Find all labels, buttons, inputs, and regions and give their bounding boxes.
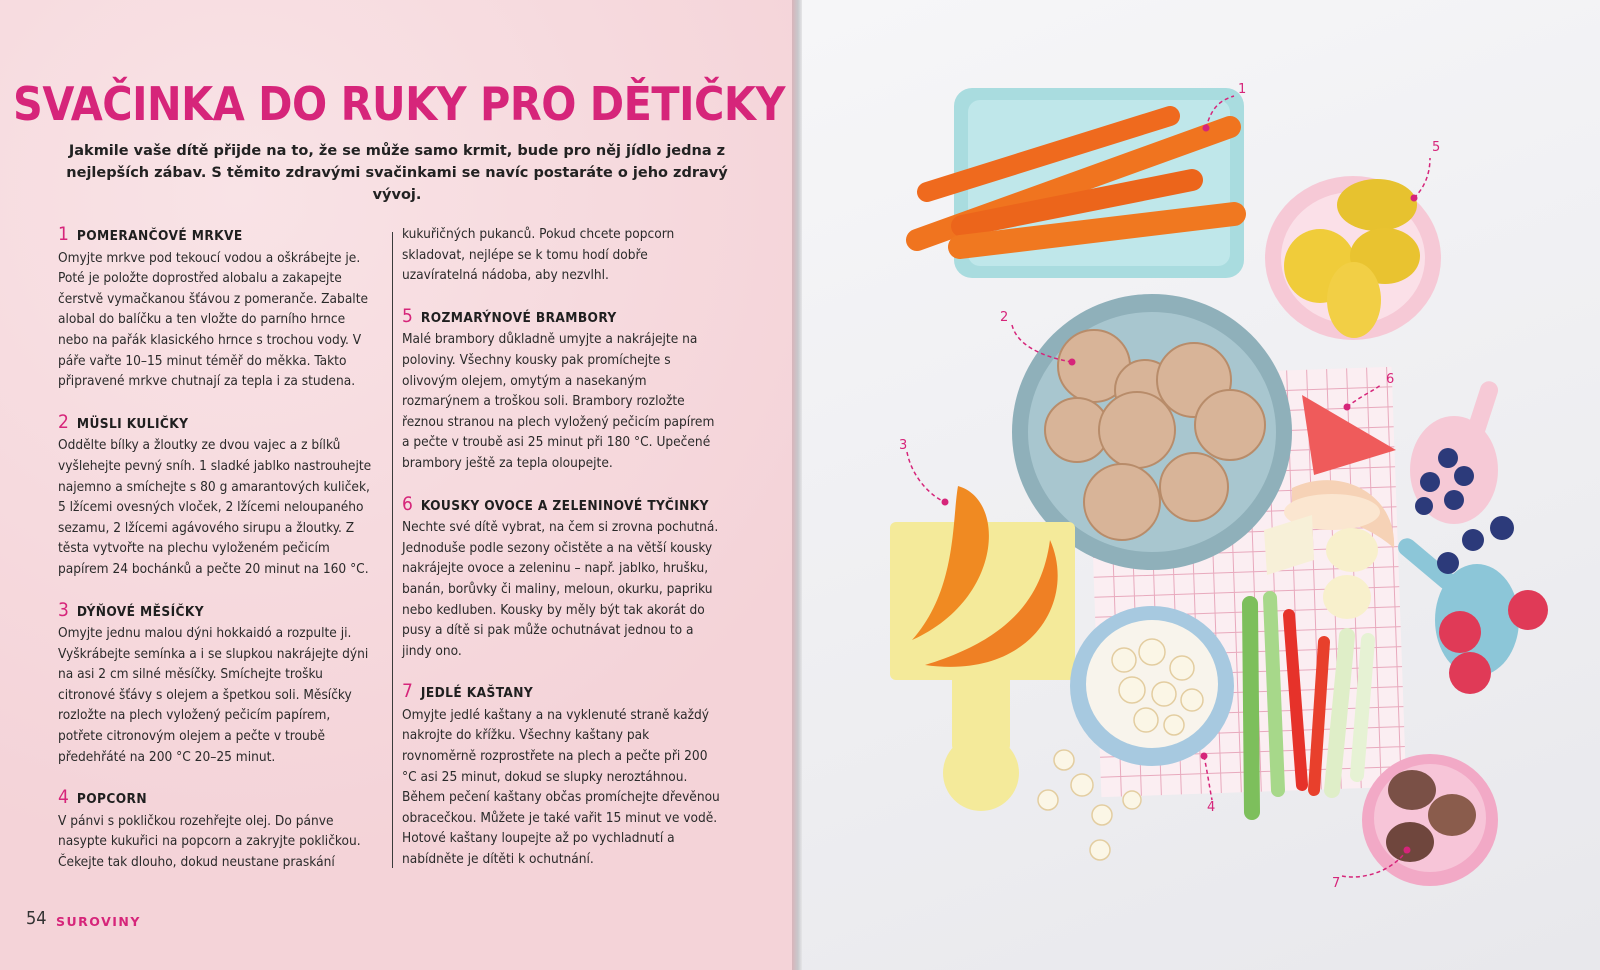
- recipe-title: JEDLÉ KAŠTANY: [420, 685, 534, 702]
- recipe-text-continued: kukuřičných pukanců. Pokud chcete popcorn skladovat, nejlépe se k tomu hodí dobře uzavíratelná nádoba, aby nezvlhl.: [402, 226, 675, 284]
- recipe-section: [402, 494, 720, 662]
- recipe-section: [58, 787, 376, 872]
- callout-number: 2: [1000, 310, 1009, 325]
- recipe-number: 1: [58, 223, 69, 245]
- carrot-tray: [917, 88, 1244, 278]
- callout-number: 4: [1207, 800, 1216, 815]
- recipe-number: 3: [58, 598, 69, 621]
- recipe-text: Malé brambory důkladně umyjte a nakrájejte na poloviny. Všechny kousky pak promíchejte s olivovým olejem, omytým a nasekaným rozmarýnem a troškou soli. Brambory rozložte řeznou stranou na plech vyložený pečicím papírem a pečte v troubě asi 25 minut při 180 °C. Upečené brambory ještě za tepla oloupejte.: [402, 331, 715, 471]
- recipe-number: 4: [58, 786, 69, 809]
- page-number: 54: [26, 908, 47, 929]
- recipe-number: 7: [402, 680, 413, 703]
- recipe-title: DÝŇOVÉ MĚSÍČKY: [76, 603, 205, 620]
- callout-number: 7: [1332, 876, 1341, 891]
- recipe-section: [402, 681, 720, 869]
- berry-spoons: [1394, 379, 1548, 694]
- recipe-text: Oddělte bílky a žloutky ze dvou vajec a z bílků vyšlehejte pevný sníh. 1 sladké jablko nastrouhejte najemno a smíchejte s 80 g amarantových kuliček, 5 lžícemi ovesných vloček, 2 lžícemi neloupaného sezamu, 2 lžícemi agávového sirupu a žloutky. Z těsta vytvořte na plechu vyloženém pečicím papírem 24 bochánků a pečte 20 minut na 160 °C.: [58, 437, 372, 577]
- chestnut-bowl: [1362, 754, 1498, 886]
- callout-number: 5: [1432, 140, 1441, 155]
- recipe-section: [402, 306, 720, 474]
- column-divider: [392, 232, 393, 868]
- recipe-text: Omyjte jednu malou dýni hokkaidó a rozpulte ji. Vyškrábejte semínka a i se slupkou nakrájejte dýni na asi 2 cm silné měsíčky. Smíchejte trošku citronové šťávy s olejem a špetkou soli. Měsíčky rozložte na plech vyložený pečicím papírem, potřete citronovým olejem a pečte v troubě předehřáté na 200 °C 20–25 minut.: [58, 625, 369, 765]
- callout-number: 1: [1238, 82, 1247, 97]
- recipe-title: POPCORN: [76, 791, 148, 808]
- book-spine: [792, 0, 802, 970]
- callout-number: 3: [899, 438, 908, 453]
- recipe-text: Omyjte jedlé kaštany a na vyklenuté straně každý nakrojte do křížku. Všechny kaštany pak rovnoměrně rozprostřete na plech a pečte při 200 °C asi 25 minut, dokud se slupky neroztáhnou. Během pečení kaštany občas promíchejte dřevěnou obracečkou. Můžete je také vařit 15 minut ve vodě. Hotové kaštany loupejte až po vychladnutí a nabídněte je dítěti k ochutnání.: [402, 706, 720, 868]
- recipe-text: V pánvi s pokličkou rozehřejte olej. Do pánve nasypte kukuřici na popcorn a zakryjte pokličkou. Čekejte tak dlouho, dokud neustane praskání: [58, 812, 361, 871]
- recipe-number: 5: [402, 304, 413, 327]
- recipe-number: 6: [402, 492, 413, 515]
- recipe-text: Omyjte mrkve pod tekoucí vodou a oškrábejte je. Poté je položte doprostřed alobalu a zakapejte čerstvě vymačkanou šťávou z pomeranče. Zabalte alobal do balíčku a ten vložte do parního hrnce nebo na pařák klasického hrnce s trochou vody. V páře vařte 10–15 minut téměř do měkka. Takto připravené mrkve chutnají za tepla i za studena.: [58, 249, 369, 390]
- left-page: [0, 0, 798, 970]
- recipe-section: [58, 600, 376, 768]
- callout-number: 6: [1386, 372, 1395, 387]
- section-name: SUROVINY: [56, 914, 141, 929]
- page-title: SVAČINKA DO RUKY PRO DĚTIČKY: [13, 77, 785, 131]
- recipe-title: ROZMARÝNOVÉ BRAMBORY: [420, 309, 617, 326]
- food-photo: [802, 0, 1600, 970]
- recipe-section: [58, 412, 376, 580]
- column-left: [58, 224, 376, 893]
- recipe-number: 2: [58, 410, 69, 433]
- right-page-photo: [802, 0, 1600, 970]
- recipe-title: POMERANČOVÉ MRKVE: [76, 228, 243, 244]
- pumpkin-board: [890, 486, 1075, 811]
- recipe-title: MÜSLI KULIČKY: [76, 415, 189, 432]
- intro-text: Jakmile vaše dítě přijde na to, že se může samo krmit, bude pro něj jídlo jedna z nejlepších zábav. S těmito zdravými svačinkami se navíc postaráte o jeho zdravý vývoj.: [66, 143, 728, 203]
- recipe-text: Nechte své dítě vybrat, na čem si zrovna pochutná. Jednoduše podle sezony očistěte a na větší kousky nakrájejte ovoce a zeleninu – např. jablko, hrušku, banán, borůvky či maliny, meloun, okurku, papriku nebo kedluben. Kousky by měly být tak akorát do pusy a dítě si pak může ochutnávat jednou to a jindy ono.: [402, 519, 719, 659]
- column-right: [402, 224, 720, 890]
- recipe-section: [58, 224, 376, 392]
- recipe-title: KOUSKY OVOCE A ZELENINOVÉ TYČINKY: [420, 497, 709, 514]
